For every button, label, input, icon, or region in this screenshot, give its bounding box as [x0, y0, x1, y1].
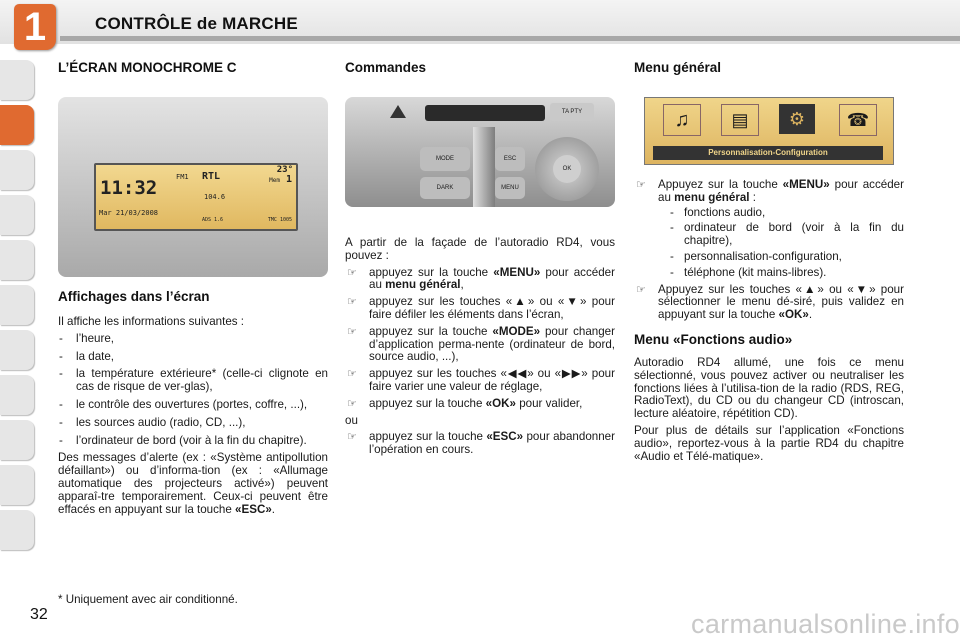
- audio-details-paragraph: Pour plus de détails sur l’application «Fonctions audio», reportez-vous à la partie RD4 du chapitre «Audio et Télé-matique».: [634, 423, 904, 463]
- ok-label: OK: [562, 166, 572, 172]
- warning-paragraph: [58, 452, 328, 516]
- esc-key-label: «ESC»: [486, 430, 524, 444]
- column-general-menu: [634, 60, 904, 467]
- configuration-icon: ⚙: [779, 104, 815, 134]
- audio-menu-paragraph: Autoradio RD4 allumé, une fois ce menu sélectionné, vous pouvez activer ou neutraliser les fonctions liées à l’utilisa-tion de la radio (RDS, REG, RadioText), du CD ou du changeur CD (introscan, lecture aléatoire, répétition CD).: [634, 355, 904, 421]
- pointing-hand-icon: ☞: [347, 368, 357, 381]
- mode-button[interactable]: [420, 147, 470, 171]
- pointing-hand-icon: ☞: [347, 266, 357, 279]
- pointing-hand-icon: ☞: [347, 431, 357, 444]
- menu-icons-row: [663, 104, 875, 134]
- screen-ads: ADS 1.6: [202, 217, 224, 223]
- screen-preset-number: 1: [285, 174, 292, 185]
- menu-label: MENU: [501, 185, 519, 191]
- header-rule: [60, 36, 960, 41]
- section-title-screen: L’ÉCRAN MONOCHROME C: [58, 60, 237, 75]
- audio-functions-icon: ♫: [663, 104, 701, 136]
- displays-intro: Il affiche les informations suivantes :: [58, 315, 245, 328]
- list-item: ☞ appuyez sur la touche «OK» pour valider,: [347, 396, 583, 410]
- list-item: - la température extérieure* (celle-ci clignote en cas de risque de ver-glas),: [58, 368, 328, 394]
- side-tab[interactable]: [0, 240, 34, 280]
- page-header: [0, 0, 960, 49]
- screen-tmc: TMC 1005: [267, 217, 292, 223]
- sub-list-item: - personnalisation-configuration,: [670, 251, 904, 264]
- column-monochrome-screen: [58, 60, 328, 520]
- monochrome-screen-photo: [58, 97, 328, 277]
- dark-button[interactable]: [420, 177, 470, 199]
- list-item: ☞ appuyez sur la touche «MODE» pour changer d’application perma-nente (ordinateur de bord, source audio, ...),: [347, 324, 615, 364]
- section-subtitle-displays: Affichages dans l’écran: [58, 289, 210, 304]
- side-tab[interactable]: [0, 60, 34, 100]
- trip-computer-icon: ▤: [721, 104, 759, 136]
- pointing-hand-icon: ☞: [347, 325, 357, 338]
- list-item: ☞ appuyez sur les touches «◀◀» ou «▶▶» pour faire varier une valeur de réglage,: [347, 367, 615, 393]
- list-item: ☞ Appuyez sur la touche «MENU» pour accéder au menu général : - fonctions audio, - ordinateur de bord (voir à la fin du chapitre), - personnalisation-configuration, - téléphone (kit mains-libres).: [634, 179, 904, 280]
- side-tab[interactable]: [0, 285, 34, 325]
- esc-label: ESC: [503, 156, 517, 162]
- side-tab[interactable]: [0, 150, 34, 190]
- side-tab[interactable]: [0, 420, 34, 460]
- page-number: 32: [30, 606, 48, 623]
- list-item: ☞ Appuyez sur les touches «▲» ou «▼» pour sélectionner le menu dé-siré, puis validez en appuyant sur la touche «OK».: [636, 282, 904, 322]
- or-text: ou: [345, 413, 358, 427]
- cd-slot: [425, 105, 545, 121]
- general-menu-screen: [644, 97, 894, 165]
- phone-icon: ☎: [839, 104, 877, 136]
- controls-list-last: [345, 431, 615, 457]
- esc-key-label: «ESC»: [235, 502, 272, 516]
- column-controls: [345, 60, 615, 461]
- list-item: - les sources audio (radio, CD, ...),: [58, 417, 328, 430]
- pointing-hand-icon: ☞: [636, 283, 646, 296]
- menu-key-label: «MENU»: [493, 265, 541, 279]
- esc-button[interactable]: [495, 147, 525, 171]
- screen-frequency: 104.6: [204, 193, 226, 201]
- section-title-controls: Commandes: [345, 60, 427, 75]
- list-item: - le contrôle des ouvertures (portes, coffre, ...),: [58, 399, 328, 412]
- list-item: ☞ appuyez sur les touches «▲» ou «▼» pour faire défiler les éléments dans l’écran,: [347, 295, 615, 321]
- screen-date: Mar 21/03/2008: [99, 209, 159, 217]
- warning-text: Des messages d’alerte (ex : «Système antipollution défaillant») ou d’informa-tion (ex : «Allumage automatique des projecteurs activé») peuvent apparaî-tre temporairement. Ceux-ci peuvent être effacés en appuyant sur la touche: [58, 451, 328, 516]
- side-tab[interactable]: [0, 375, 34, 415]
- knob-divider: [473, 127, 495, 207]
- menu-label-bar: Personnalisation-Configuration: [653, 146, 883, 160]
- warning-triangle-icon: [390, 105, 406, 118]
- screen-display: [94, 163, 298, 231]
- list-item: - la date,: [58, 351, 328, 364]
- watermark: carmanualsonline.info: [691, 609, 960, 639]
- screen-time: 11:32: [100, 177, 158, 199]
- pointing-hand-icon: ☞: [636, 179, 646, 191]
- footnote: * Uniquement avec air conditionné.: [58, 593, 238, 606]
- chapter-side-tabs: [0, 60, 34, 555]
- list-item: - l’ordinateur de bord (voir à la fin du chapitre).: [58, 435, 328, 448]
- controls-list: [345, 267, 615, 411]
- ok-button[interactable]: [553, 155, 581, 183]
- displays-list: [58, 333, 328, 448]
- side-tab[interactable]: [0, 465, 34, 505]
- side-tab-active[interactable]: [0, 105, 34, 145]
- mode-label: MODE: [436, 156, 454, 162]
- screen-source: FM1: [176, 173, 189, 181]
- pointing-hand-icon: ☞: [347, 397, 357, 410]
- sub-list-item: - téléphone (kit mains-libres).: [670, 267, 904, 280]
- ok-key-label: «OK»: [778, 308, 809, 322]
- list-item: ☞ appuyez sur la touche «MENU» pour accéder au menu général,: [347, 265, 615, 292]
- screen-mode: Mem: [269, 177, 280, 184]
- menu-key-label: «MENU»: [782, 178, 830, 191]
- controls-intro: A partir de la façade de l’autoradio RD4, vous pouvez :: [345, 236, 615, 262]
- dark-label: DARK: [436, 185, 454, 191]
- ta-pty-label: TA PTY: [561, 109, 583, 115]
- section-subtitle-audio-menu: Menu «Fonctions audio»: [634, 331, 793, 347]
- ta-pty-button[interactable]: [550, 103, 594, 121]
- list-item: - l’heure,: [58, 333, 328, 346]
- page-title: CONTRÔLE de MARCHE: [95, 14, 298, 33]
- mode-key-label: «MODE»: [492, 324, 541, 338]
- sub-list-item: - fonctions audio,: [670, 207, 904, 220]
- screen-temperature: 23°: [276, 165, 293, 175]
- section-title-general-menu: Menu général: [634, 60, 722, 75]
- ok-key-label: «OK»: [485, 396, 516, 410]
- chapter-number-badge: 1: [14, 4, 56, 50]
- pointing-hand-icon: ☞: [347, 296, 357, 309]
- side-tab[interactable]: [0, 195, 34, 235]
- list-item: ☞ appuyez sur la touche «ESC» pour abandonner l’opération en cours.: [347, 430, 615, 457]
- screen-station: RTL: [202, 171, 221, 182]
- menu-button[interactable]: [495, 177, 525, 199]
- navigation-pad[interactable]: [535, 137, 599, 201]
- side-tab[interactable]: [0, 330, 34, 370]
- general-menu-list: [634, 179, 904, 322]
- side-tab[interactable]: [0, 510, 34, 550]
- menu-sub-list: [670, 207, 904, 280]
- warning-end: .: [271, 502, 276, 516]
- sub-list-item: - ordinateur de bord (voir à la fin du chapitre),: [670, 222, 904, 248]
- radio-panel-photo: [345, 97, 615, 207]
